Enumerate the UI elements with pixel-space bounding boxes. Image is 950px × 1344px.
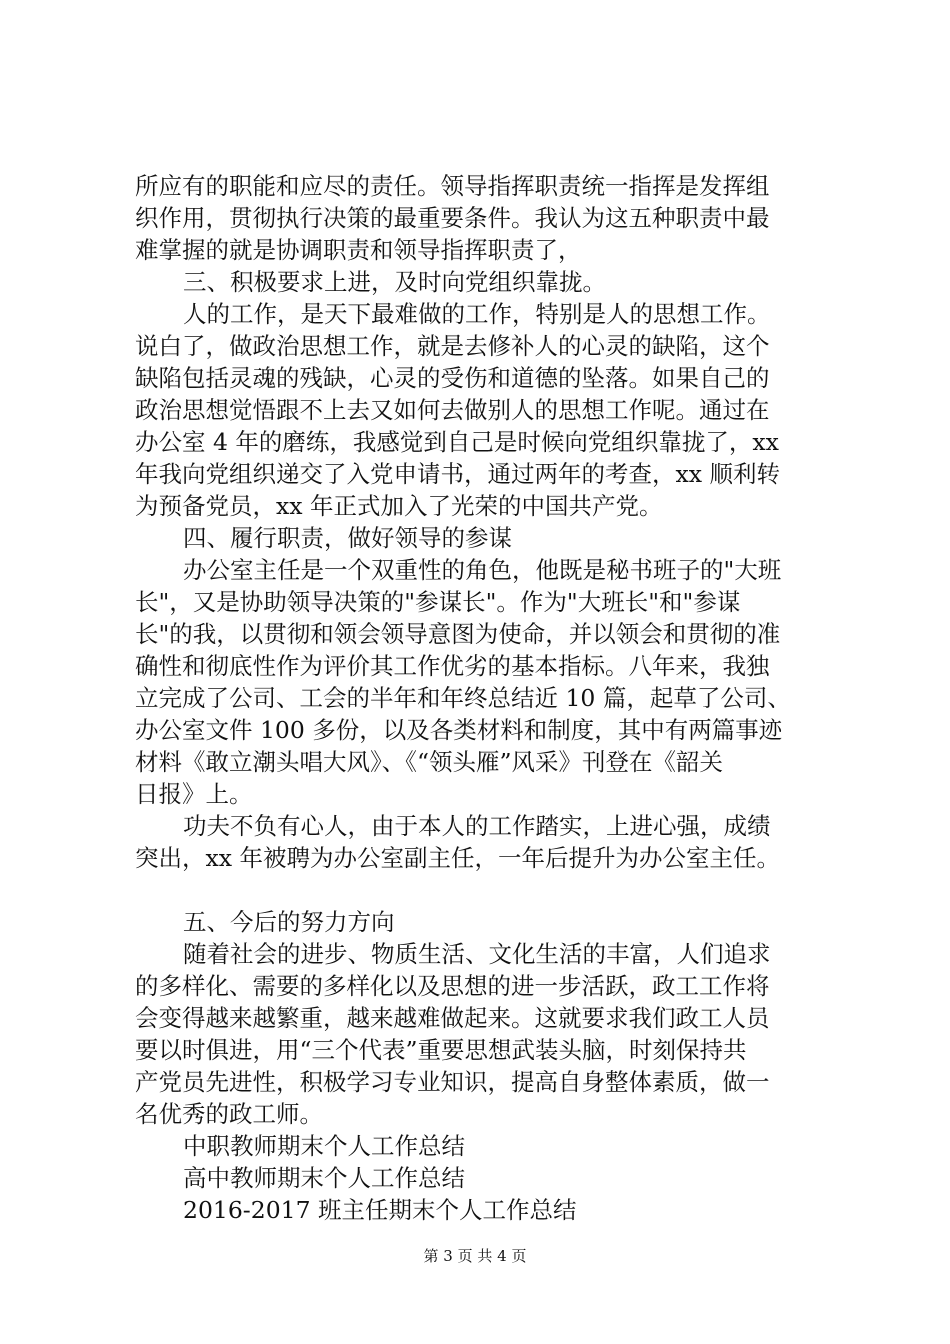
related-link[interactable]: 中职教师期末个人工作总结 bbox=[183, 1132, 465, 1160]
related-link[interactable]: 2016-2017 班主任期末个人工作总结 bbox=[183, 1196, 577, 1224]
body-line: 办公室 4 年的磨练，我感觉到自己是时候向党组织靠拢了，xx bbox=[135, 428, 779, 456]
body-line: 会变得越来越繁重，越来越难做起来。这就要求我们政工人员 bbox=[135, 1004, 770, 1032]
body-line: 年我向党组织递交了入党申请书，通过两年的考查，xx 顺利转 bbox=[135, 460, 780, 488]
body-line: 说白了，做政治思想工作，就是去修补人的心灵的缺陷，这个 bbox=[135, 332, 770, 360]
body-line: 随着社会的进步、物质生活、文化生活的丰富，人们追求 bbox=[183, 940, 771, 968]
body-line: 长"的我，以贯彻和领会领导意图为使命，并以领会和贯彻的准 bbox=[135, 620, 781, 648]
body-line: 为预备党员，xx 年正式加入了光荣的中国共产党。 bbox=[135, 492, 663, 520]
body-line: 名优秀的政工师。 bbox=[135, 1100, 323, 1128]
related-link[interactable]: 高中教师期末个人工作总结 bbox=[183, 1164, 465, 1192]
body-line: 确性和彻底性作为评价其工作优劣的基本指标。八年来，我独 bbox=[135, 652, 770, 680]
body-line: 突出，xx 年被聘为办公室副主任，一年后提升为办公室主任。 bbox=[135, 844, 780, 872]
section-heading: 三、积极要求上进，及时向党组织靠拢。 bbox=[183, 268, 606, 296]
body-line: 政治思想觉悟跟不上去又如何去做别人的思想工作呢。通过在 bbox=[135, 396, 770, 424]
body-line: 办公室文件 100 多份，以及各类材料和制度，其中有两篇事迹 bbox=[135, 716, 783, 744]
body-line: 难掌握的就是协调职责和领导指挥职责了， bbox=[135, 236, 582, 264]
body-line: 产党员先进性，积极学习专业知识，提高自身整体素质，做一 bbox=[135, 1068, 770, 1096]
body-line: 所应有的职能和应尽的责任。领导指挥职责统一指挥是发挥组 bbox=[135, 172, 770, 200]
body-line: 办公室主任是一个双重性的角色，他既是秘书班子的"大班 bbox=[183, 556, 782, 584]
body-line: 功夫不负有心人，由于本人的工作踏实，上进心强，成绩 bbox=[183, 812, 771, 840]
body-line: 长"，又是协助领导决策的"参谋长"。作为"大班长"和"参谋 bbox=[135, 588, 741, 616]
body-line: 缺陷包括灵魂的残缺，心灵的受伤和道德的坠落。如果自己的 bbox=[135, 364, 770, 392]
body-line: 织作用，贯彻执行决策的最重要条件。我认为这五种职责中最 bbox=[135, 204, 770, 232]
body-line: 人的工作，是天下最难做的工作，特别是人的思想工作。 bbox=[183, 300, 771, 328]
body-line: 的多样化、需要的多样化以及思想的进一步活跃，政工工作将 bbox=[135, 972, 770, 1000]
section-heading: 五、今后的努力方向 bbox=[183, 908, 395, 936]
page-number: 第 3 页 共 4 页 bbox=[423, 1247, 527, 1265]
body-line: 日报》上。 bbox=[135, 780, 253, 808]
section-heading: 四、履行职责，做好领导的参谋 bbox=[183, 524, 512, 552]
body-line: 材料《敢立潮头唱大风》、《“领头雁”风采》刊登在《韶关 bbox=[135, 748, 724, 776]
body-line: 要以时俱进，用“三个代表”重要思想武装头脑，时刻保持共 bbox=[135, 1036, 747, 1064]
body-line: 立完成了公司、工会的半年和年终总结近 10 篇，起草了公司、 bbox=[135, 684, 791, 712]
